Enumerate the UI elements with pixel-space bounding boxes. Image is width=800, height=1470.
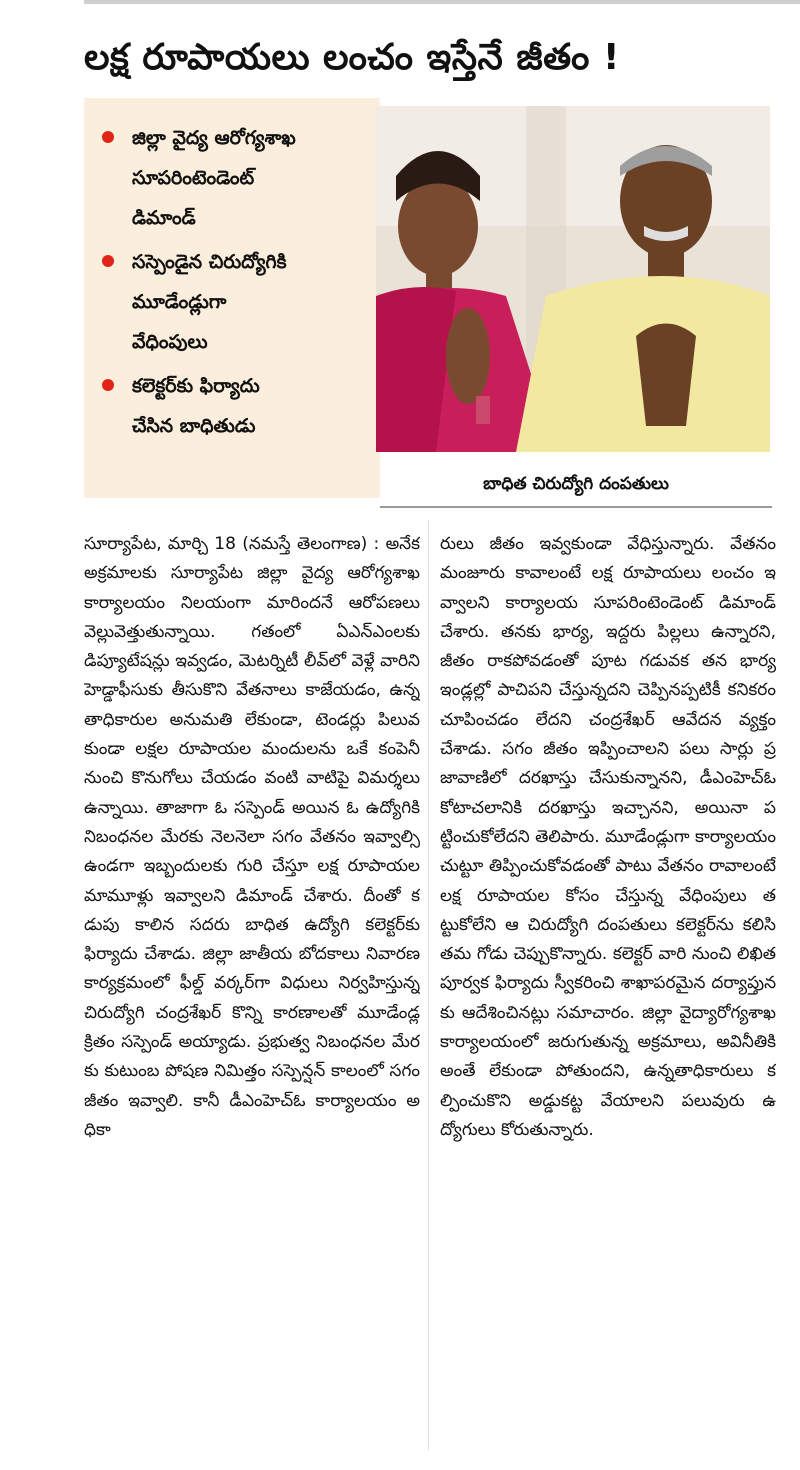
highlight-item bbox=[98, 118, 370, 238]
bullet-icon bbox=[102, 255, 114, 267]
highlights-box bbox=[84, 98, 380, 498]
highlight-line: వేధింపులు bbox=[132, 331, 208, 353]
highlight-line: సస్పెండైన చిరుద్యోగికి bbox=[132, 251, 287, 273]
highlight-line: చేసిన బాధితుడు bbox=[132, 415, 256, 437]
article-body-left: సూర్యాపేట, మార్చి 18 (నమస్తే తెలంగాణ) : అనేక అక్రమాలకు సూర్యాపేట జిల్లా వైద్య ఆరోగ్యశాఖ కార్యాలయం నిలయంగా మారిందనే ఆరోపణలు వెల్లువెత్తుతున్నాయి. గతంలో ఏఎన్ఎంలకు డిప్యూటేషన్లు ఇవ్వడం, మెటర్నిటీ లీవ్‌లో వెళ్లే వారిని హెడ్డాఫీసుకు తీసుకొని వేతనాలు కాజేయడం, ఉన్నతాధికారుల అనుమతి లేకుండా, టెండర్లు పిలువకుండా లక్షల రూపాయల మందులను ఒకే కంపెనీ నుంచి కొనుగోలు చేయడం వంటి వాటిపై విమర్శలు ఉన్నాయి. తాజాగా ఓ సస్పెండ్ అయిన ఓ ఉద్యోగికి నిబంధనల మేరకు నెలనెలా సగం వేతనం ఇవ్వాల్సి ఉండగా ఇబ్బందులకు గురి చేస్తూ లక్ష రూపాయల మామూళ్లు ఇవ్వాలని డిమాండ్ చేశారు. దీంతో కడుపు కాలిన సదరు బాధిత ఉద్యోగి కలెక్టర్‌కు ఫిర్యాదు చేశాడు. జిల్లా జాతీయ బోదకాలు నివారణ కార్యక్రమంలో ఫీల్డ్ వర్కర్‌గా విధులు నిర్వహిస్తున్న చిరుద్యోగి చంద్రశేఖర్ కొన్ని కారణాలతో మూడేండ్ల క్రితం సస్పెండ్ అయ్యాడు. ప్రభుత్వ నిబంధనల మేరకు కుటుంబ పోషణ నిమిత్తం సస్పెన్షన్ కాలంలో సగం జీతం ఇవ్వాలి. కానీ డీఎంహెచ్‌ఓ కార్యాలయం అధికా bbox=[84, 534, 420, 1140]
highlight-item bbox=[98, 242, 370, 362]
highlight-line: కలెక్టర్‌కు ఫిర్యాదు bbox=[132, 375, 260, 397]
couple-photo bbox=[376, 106, 770, 452]
photo-caption: బాధిత చిరుద్యోగి దంపతులు bbox=[380, 462, 772, 508]
headline: లక్ష రూపాయలు లంచం ఇస్తేనే జీతం ! bbox=[84, 37, 620, 78]
article-column-right bbox=[440, 530, 776, 1450]
bullet-icon bbox=[102, 379, 114, 391]
highlight-line: డిమాండ్ bbox=[132, 207, 196, 229]
highlight-line: మూడేండ్లుగా bbox=[132, 291, 227, 313]
article-body-right: రులు జీతం ఇవ్వకుండా వేధిస్తున్నారు. వేతనం మంజూరు కావాలంటే లక్ష రూపాయలు లంచం ఇవ్వాలని కార్యాలయ సూపరింటెండెంట్ డిమాండ్ చేశారు. తనకు భార్య, ఇద్దరు పిల్లలు ఉన్నారని, జీతం రాకపోవడంతో పూట గడువక తన భార్య ఇండ్లల్లో పాచిపని చేస్తున్నదని చెప్పినప్పటికీ కనికరం చూపించడం లేదని చంద్రశేఖర్ ఆవేదన వ్యక్తం చేశాడు. సగం జీతం ఇప్పించాలని పలు సార్లు ప్రజావాణిలో దరఖాస్తు చేసుకున్నానని, డీఎంహెచ్‌ఓ కోటాచలానికి దరఖాస్తు ఇచ్చానని, అయినా పట్టించుకోలేదని తెలిపారు. మూడేండ్లుగా కార్యాలయం చుట్టూ తిప్పించుకోవడంతో పాటు వేతనం రావాలంటే లక్ష రూపాయల కోసం చేస్తున్న వేధింపులు తట్టుకోలేని ఆ చిరుద్యోగి దంపతులు కలెక్టర్‌ను కలిసి తమ గోడు చెప్పుకొన్నారు. కలెక్టర్ వారి నుంచి లిఖిత పూర్వక ఫిర్యాదు స్వీకరించి శాఖాపరమైన దర్యాప్తునకు ఆదేశించినట్లు సమాచారం. జిల్లా వైద్యారోగ్యశాఖ కార్యాలయంలో జరుగుతున్న అక్రమాలు, అవినీతికి అంతే లేకుండా పోతుందని, ఉన్నతాధికారులు కల్పించుకొని అడ్డుకట్ట వేయాలని పలువురు ఉద్యోగులు కోరుతున్నారు. bbox=[440, 534, 776, 1140]
highlight-line: జిల్లా వైద్య ఆరోగ్యశాఖ bbox=[132, 127, 296, 149]
highlight-item bbox=[98, 366, 370, 446]
couple-photo-illustration bbox=[376, 106, 770, 452]
column-divider bbox=[428, 520, 429, 1450]
highlights-list bbox=[84, 98, 380, 446]
article-column-left bbox=[84, 530, 420, 1450]
highlight-line: సూపరింటెండెంట్ bbox=[132, 167, 255, 189]
top-rule bbox=[84, 0, 800, 4]
bullet-icon bbox=[102, 131, 114, 143]
